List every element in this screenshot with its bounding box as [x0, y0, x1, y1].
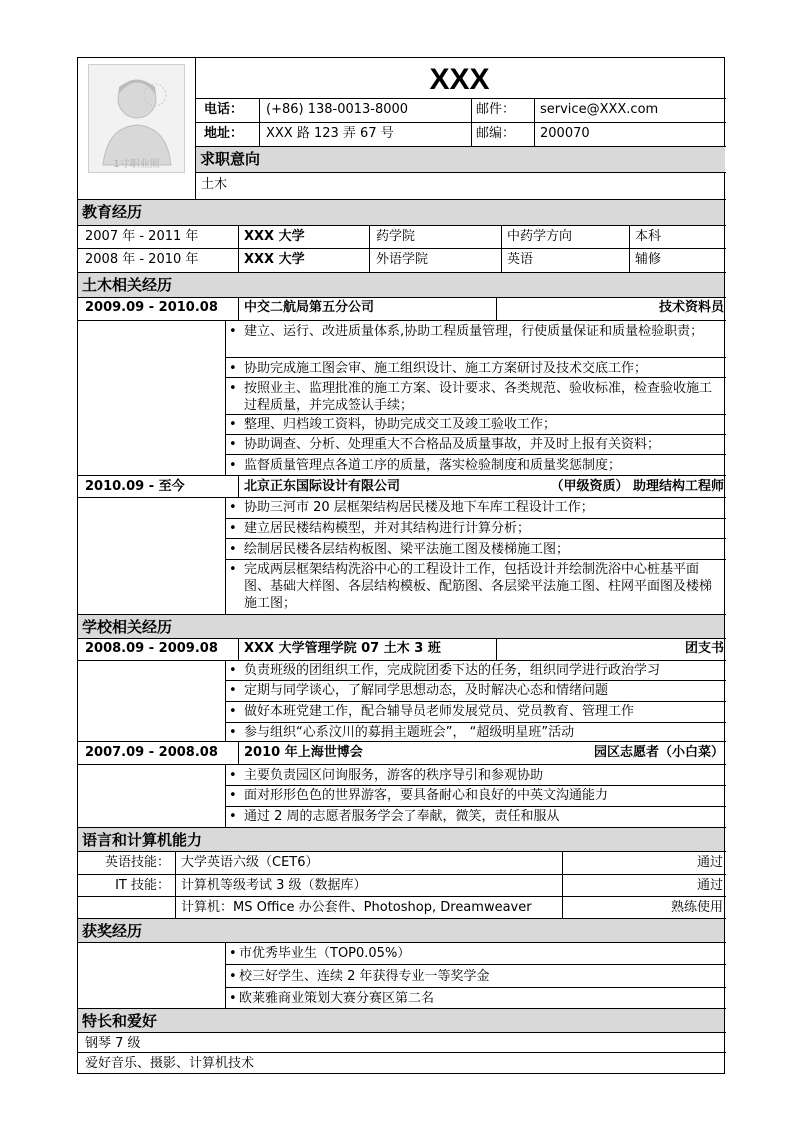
- objective-value: 土木: [201, 177, 228, 192]
- job-period: 2009.09 - 2010.08: [85, 300, 218, 315]
- table-divider: [78, 497, 726, 498]
- edu-degree: 本科: [635, 229, 662, 244]
- table-divider: [78, 918, 726, 919]
- school-header: [78, 615, 724, 639]
- job-period: 2007.09 - 2008.08: [85, 745, 218, 760]
- table-divider: [238, 638, 239, 660]
- table-divider: [225, 559, 726, 560]
- job-bullet: • 协助完成施工图会审、施工组织设计、施工方案研讨及技术交底工作；: [229, 360, 722, 377]
- job-role: 园区志愿者（小白菜）: [593, 745, 724, 760]
- table-divider: [195, 98, 726, 99]
- table-divider: [471, 98, 472, 146]
- table-divider: [238, 741, 239, 764]
- job-bullet: • 按照业主、监理批准的施工方案、设计要求、各类规范、验收标准，检查验收施工过程质量，并完成签认手续；: [229, 380, 722, 414]
- award-item: • 市优秀毕业生（TOP0.05%）: [229, 945, 722, 962]
- table-divider: [501, 225, 502, 272]
- edu-college: 药学院: [376, 229, 416, 244]
- awards-title: 获奖经历: [82, 922, 143, 940]
- job-role: （甲级资质） 助理结构工程师: [550, 479, 724, 494]
- table-divider: [225, 806, 726, 807]
- table-divider: [562, 851, 563, 918]
- table-divider: [225, 377, 726, 378]
- table-divider: [175, 851, 176, 918]
- job-period: 2010.09 - 至今: [85, 479, 185, 494]
- edu-period: 2007 年 - 2011 年: [85, 229, 199, 244]
- table-divider: [238, 475, 239, 497]
- profile-photo: [88, 64, 185, 173]
- address-value: XXX 路 123 弄 67 号: [266, 126, 394, 141]
- table-divider: [195, 58, 196, 200]
- edu-period: 2008 年 - 2010 年: [85, 252, 199, 267]
- resume-sheet: [77, 57, 725, 1074]
- table-divider: [225, 518, 726, 519]
- email-value: service@XXX.com: [540, 102, 659, 117]
- table-divider: [78, 942, 726, 943]
- work-title: 土木相关经历: [82, 276, 173, 294]
- table-divider: [195, 146, 726, 147]
- table-divider: [225, 942, 226, 1008]
- table-divider: [78, 614, 726, 615]
- edu-college: 外语学院: [376, 252, 429, 267]
- table-divider: [496, 638, 497, 660]
- job-org: 中交二航局第五分公司: [244, 300, 375, 315]
- education-header: [78, 200, 724, 225]
- table-divider: [225, 434, 726, 435]
- skill-level: 熟练使用: [670, 900, 723, 915]
- table-divider: [238, 225, 239, 272]
- table-divider: [78, 660, 726, 661]
- table-divider: [195, 122, 726, 123]
- skill-label: IT 技能：: [115, 878, 170, 893]
- table-divider: [78, 199, 726, 200]
- table-divider: [78, 475, 726, 476]
- photo-caption: 1寸职业照: [113, 159, 160, 170]
- table-divider: [225, 454, 726, 455]
- phone-value: (+86) 138-0013-8000: [266, 102, 409, 117]
- skill-label: 英语技能：: [104, 855, 170, 870]
- edu-degree: 辅修: [635, 252, 662, 267]
- table-divider: [496, 297, 497, 320]
- edu-major: 英语: [507, 252, 534, 267]
- edu-school: XXX 大学: [244, 229, 305, 244]
- job-bullet: • 整理、归档竣工资料，协助完成交工及竣工验收工作；: [229, 416, 722, 433]
- table-divider: [78, 1008, 726, 1009]
- hobby-item: 爱好音乐、摄影、计算机技术: [85, 1056, 255, 1071]
- table-divider: [78, 638, 726, 639]
- table-divider: [534, 98, 535, 146]
- table-divider: [78, 297, 726, 298]
- job-bullet: • 负责班级的团组织工作，完成院团委下达的任务，组织同学进行政治学习: [229, 662, 722, 679]
- job-bullet: • 做好本班党建工作，配合辅导员老师发展党员、党员教育、管理工作: [229, 703, 722, 720]
- job-bullet: • 面对形形色色的世界游客，要具备耐心和良好的中英文沟通能力: [229, 787, 722, 804]
- table-divider: [225, 680, 726, 681]
- work-header: [78, 273, 724, 297]
- edu-school: XXX 大学: [244, 252, 305, 267]
- job-bullet: • 通过 2 周的志愿者服务学会了奉献，微笑，责任和服从: [229, 808, 722, 825]
- job-bullet: • 完成两层框架结构洗浴中心的工程设计工作，包括设计并绘制洗浴中心桩基平面图、基础大样图、各层结构模板、配筋图、各层梁平法施工图、柱网平面图及楼梯施工图；: [229, 561, 722, 612]
- table-divider: [225, 538, 726, 539]
- award-item: • 欧莱雅商业策划大赛分赛区第二名: [229, 990, 722, 1007]
- job-bullet: • 绘制居民楼各层结构板图、梁平法施工图及楼梯施工图；: [229, 541, 722, 558]
- table-divider: [238, 297, 239, 320]
- table-divider: [225, 764, 226, 827]
- zip-label: 邮编：: [476, 126, 516, 141]
- objective-title: 求职意向: [200, 150, 261, 168]
- table-divider: [225, 701, 726, 702]
- address-label: 地址：: [204, 126, 244, 141]
- skill-level: 通过: [696, 855, 723, 870]
- table-divider: [78, 764, 726, 765]
- job-org: 北京正东国际设计有限公司: [244, 479, 401, 494]
- education-title: 教育经历: [82, 203, 143, 221]
- job-role: 技术资料员: [658, 300, 724, 315]
- job-bullet: • 建立居民楼结构模型，并对其结构进行计算分析；: [229, 520, 722, 537]
- job-bullet: • 参与组织“心系汶川的募捐主题班会”， “超级明星班”活动: [229, 724, 722, 741]
- table-divider: [225, 964, 726, 965]
- skill-level: 通过: [696, 878, 723, 893]
- email-label: 邮件：: [476, 102, 516, 117]
- school-title: 学校相关经历: [82, 618, 173, 636]
- candidate-name: XXX: [429, 63, 490, 96]
- skill-value: 计算机：MS Office 办公套件、Photoshop, Dreamweaver: [181, 900, 532, 915]
- skill-value: 计算机等级考试 3 级（数据库）: [181, 878, 367, 893]
- job-bullet: • 监督质量管理点各道工序的质量，落实检验制度和质量奖惩制度；: [229, 457, 722, 474]
- hobbies-title: 特长和爱好: [82, 1012, 158, 1030]
- table-divider: [78, 1052, 726, 1053]
- job-org: 2010 年上海世博会: [244, 745, 363, 760]
- hobbies-header: [78, 1009, 724, 1033]
- phone-label: 电话：: [204, 102, 244, 117]
- job-org: XXX 大学管理学院 07 土木 3 班: [244, 641, 441, 656]
- job-bullet: • 协助调查、分析、处理重大不合格品及质量事故，并及时上报有关资料；: [229, 436, 722, 453]
- table-divider: [259, 98, 260, 146]
- awards-header: [78, 919, 724, 943]
- table-divider: [225, 497, 226, 614]
- table-divider: [369, 225, 370, 272]
- table-divider: [78, 741, 726, 742]
- job-role: 团支书: [684, 641, 724, 656]
- table-divider: [78, 1032, 726, 1033]
- job-bullet: • 定期与同学谈心，了解同学思想动态，及时解决心态和情绪问题: [229, 682, 722, 699]
- table-divider: [225, 722, 726, 723]
- table-divider: [78, 827, 726, 828]
- job-bullet: • 主要负责园区问询服务，游客的秩序导引和参观协助: [229, 767, 722, 784]
- table-divider: [225, 320, 226, 475]
- table-divider: [225, 414, 726, 415]
- table-divider: [225, 357, 726, 358]
- skills-title: 语言和计算机能力: [82, 831, 203, 849]
- hobby-item: 钢琴 7 级: [85, 1036, 141, 1051]
- job-bullet: • 建立、运行、改进质量体系,协助工程质量管理，行使质量保证和质量检验职责；: [229, 323, 722, 340]
- objective-header: [196, 147, 725, 172]
- table-divider: [195, 172, 726, 173]
- table-divider: [225, 987, 726, 988]
- table-divider: [225, 785, 726, 786]
- skills-header: [78, 828, 724, 852]
- edu-major: 中药学方向: [507, 229, 573, 244]
- table-divider: [78, 320, 726, 321]
- table-divider: [78, 272, 726, 273]
- zip-value: 200070: [540, 126, 590, 141]
- job-bullet: • 协助三河市 20 层框架结构居民楼及地下车库工程设计工作；: [229, 499, 722, 516]
- table-divider: [629, 225, 630, 272]
- award-item: • 校三好学生、连续 2 年获得专业一等奖学金: [229, 968, 722, 985]
- job-period: 2008.09 - 2009.08: [85, 641, 218, 656]
- skill-value: 大学英语六级（CET6）: [181, 855, 319, 870]
